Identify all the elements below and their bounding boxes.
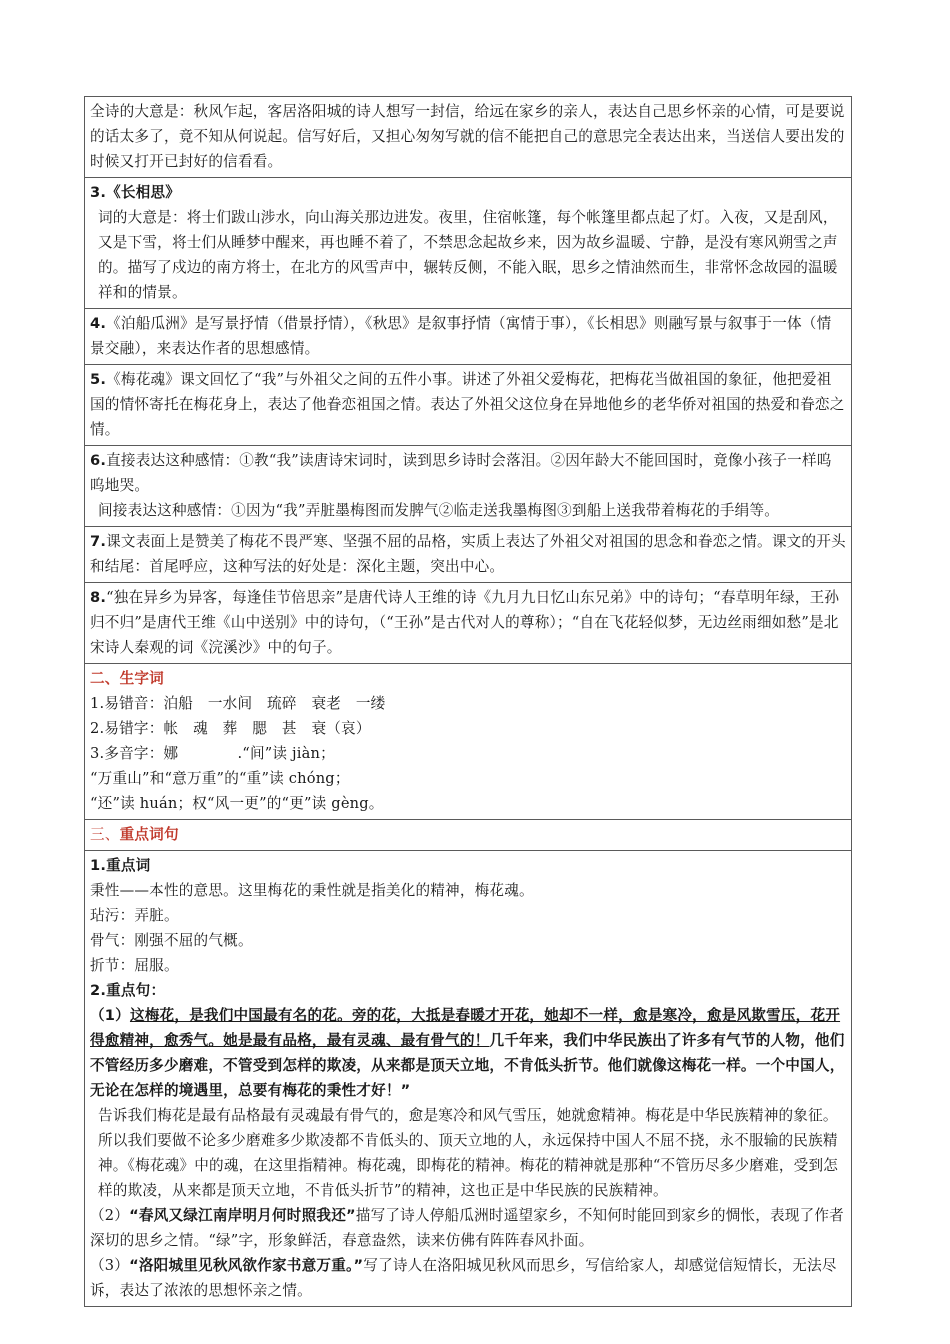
table-row — [85, 446, 852, 527]
table-row — [85, 309, 852, 365]
table-row — [85, 365, 852, 446]
document-sheet — [84, 96, 852, 1307]
poem-meaning-changxiangsi — [85, 178, 852, 309]
table-row — [85, 583, 852, 664]
item-5: 5.《梅花魂》课文回忆了“我”与外祖父之间的五件小事。讲述了外祖父爱梅花，把梅花当做祖国的象征，他把爱祖国的情怀寄托在梅花身上，表达了他眷恋祖国之情。表达了外祖父这位身在异地他乡的老华侨对祖国的热爱和眷恋之情。 — [85, 365, 852, 446]
table-row — [85, 664, 852, 820]
table-row — [85, 178, 852, 309]
table-row — [85, 527, 852, 583]
section-title: 重点词句 — [119, 826, 179, 843]
section-title: 二、生字词 — [90, 670, 164, 687]
poem-meaning-qiusi: 全诗的大意是：秋风乍起，客居洛阳城的诗人想写一封信，给远在家乡的亲人，表达自己思乡怀亲的心情，可是要说的话太多了，竟不知从何说起。信写好后，又担心匆匆写就的信不能把自己的意思完全表达出来，当送信人要出发的时候又打开已封好的信看看。 — [85, 97, 852, 178]
table-row — [85, 820, 852, 851]
table-row — [85, 851, 852, 1307]
item-7: 7.课文表面上是赞美了梅花不畏严寒、坚强不屈的品格，实质上表达了外祖父对祖国的思念和眷恋之情。课文的开头和结尾：首尾呼应，这种写法的好处是：深化主题，突出中心。 — [85, 527, 852, 583]
item-4: 4.《泊船瓜洲》是写景抒情（借景抒情），《秋思》是叙事抒情（寓情于事），《长相思》则融写景与叙事于一体（情景交融），来表达作者的思想感情。 — [85, 309, 852, 365]
item-6: 6.直接表达这种感情：①教“我”读唐诗宋词时，读到思乡诗时会落泪。②因年龄大不能回国时，竟像小孩子一样呜呜地哭。 间接表达这种感情：①因为“我”弄脏墨梅图而发脾气②临走送我墨梅图③到船上送我带着梅花的手绢等。 — [85, 446, 852, 527]
item-8: 8.“独在异乡为异客，每逢佳节倍思亲”是唐代诗人王维的诗《九月九日忆山东兄弟》中的诗句；“春草明年绿，王孙归不归”是唐代王维《山中送别》中的诗句，（“王孙”是古代对人的尊称）；“自在飞花轻似梦，无边丝雨细如愁”是北宋诗人秦观的词《浣溪沙》中的句子。 — [85, 583, 852, 664]
item-text: 词的大意是：将士们跋山涉水，向山海关那边进发。夜里，住宿帐篷，每个帐篷里都点起了灯。入夜，又是刮风，又是下雪，将士们从睡梦中醒来，再也睡不着了，不禁思念起故乡来，因为故乡温暖、宁静，是没有寒风朔雪之声的。描写了戍边的南方将士，在北方的风雪声中，辗转反侧，不能入眠，思乡之情油然而生，非常怀念故园的温暖祥和的情景。 — [98, 209, 838, 301]
section-key-sentences: 1.重点词 秉性——本性的意思。这里梅花的秉性就是指美化的精神，梅花魂。 玷污：弄脏。 骨气：刚强不屈的气概。 折节：屈服。 2.重点句： （1）这梅花，是我们中国最有名的花。旁的花，大抵是春暖才开花，她却不一样，愈是寒冷，愈是风欺雪压，花开得愈精神，愈秀气。她是最有品格，最有灵魂、最有骨气的！几千年来，我们中华民族出了许多有气节的人物，他们不管经历多少磨难，不管受到怎样的欺凌，从来都是顶天立地，不肯低头折节。他们就像这梅花一样。一个中国人，无论在怎样的境遇里，总要有梅花的秉性才好！” 告诉我们梅花是最有品格最有灵魂最有骨气的，愈是寒冷和风气雪压，她就愈精神。梅花是中华民族精神的象征。所以我们要做不论多少磨难多少欺凌都不肯低头的、顶天立地的人，永远保持中国人不屈不挠，永不服输的民族精神。《梅花魂》中的魂，在这里指精神。梅花魂，即梅花的精神。梅花的精神就是那种“不管历尽多少磨难，受到怎样的欺凌，从来都是顶天立地，不肯低头折节”的精神，这也正是中华民族的民族精神。 （2）“春风又绿江南岸明月何时照我还”描写了诗人停船瓜洲时遥望家乡，不知何时能回到家乡的惆怅，表现了作者深切的思乡之情。“绿”字，形象鲜活，春意盎然，读来仿佛有阵阵春风扑面。 （3）“洛阳城里见秋风欲作家书意万重。”写了诗人在洛阳城见秋风而思乡，写信给家人，却感觉信短情长，无法尽诉，表达了浓浓的思想怀亲之情。 — [85, 851, 852, 1307]
notes-table — [84, 96, 852, 1307]
section-new-words: 二、生字词 1.易错音：泊船 一水间 琉碎 衰老 一缕 2.易错字：帐 魂 葬 腮 甚 衰（哀） 3.多音字：娜 .“间”读 jiàn； “万重山”和“意万重”的“重”读 chóng； “还”读 huán；权“风一更”的“更”读 gèng。 — [85, 664, 852, 820]
item-title: 3.《长相思》 — [90, 184, 181, 201]
section-key-sentences-header: 三、重点词句 — [85, 820, 852, 851]
table-row — [85, 97, 852, 178]
